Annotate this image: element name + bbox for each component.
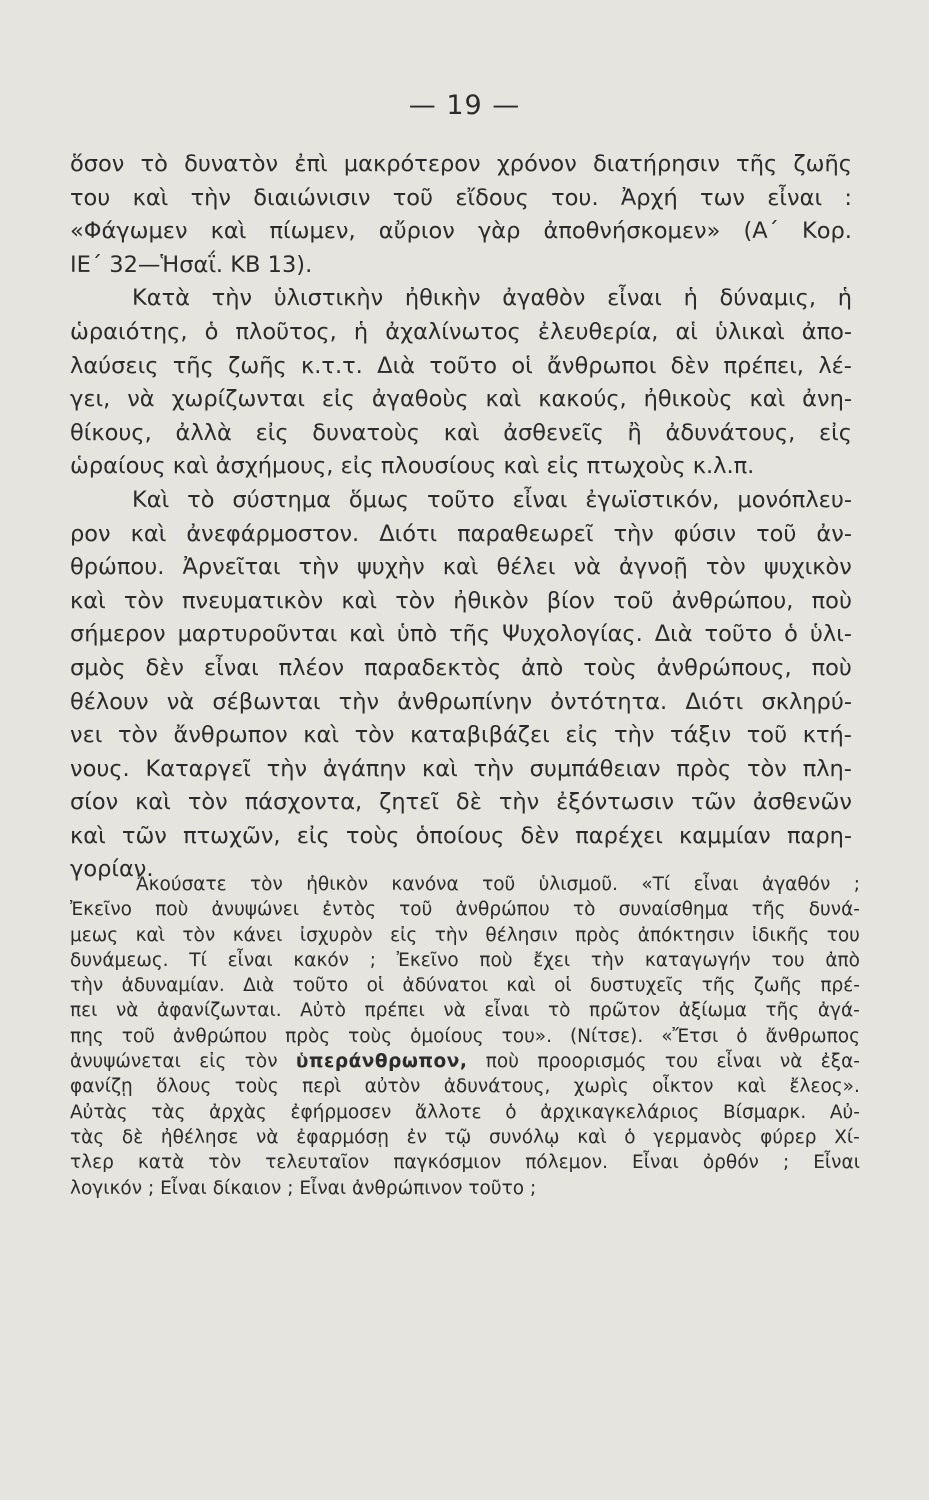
page-number: — 19 — — [408, 90, 521, 121]
note-line: Ἀκούσατε τὸν ἠθικὸν κανόνα τοῦ ὑλισμοῦ. «Τί εἶναι ἀγαθόν ; — [136, 874, 860, 895]
note-line: λογικόν ; Εἶναι δίκαιον ; Εἶναι ἀνθρώπινον τοῦτο ; — [70, 1177, 537, 1199]
text-line: Κατὰ τὴν ὑλιστικὴν ἠθικὴν ἀγαθὸν εἶναι ἡ δύναμις, ἡ — [132, 285, 852, 312]
text-line: ὡραίους καὶ ἀσχήμους, εἰς πλουσίους καὶ εἰς πτωχοὺς κ.λ.π. — [70, 453, 755, 480]
note-line: ἀνυψώνεται εἰς τὸν ὑπεράνθρωπον, ποὺ προορισμός του εἶναι νὰ ἐξα- — [70, 1051, 860, 1073]
note-line: μεως καὶ τὸν κάνει ἰσχυρὸν εἰς τὴν θέλησιν πρὸς ἀπόκτησιν ἰδικῆς του — [70, 924, 860, 946]
note-line: τλερ κατὰ τὸν τελευταῖον παγκόσμιον πόλεμον. Εἶναι ὀρθόν ; Εἶναι — [70, 1152, 860, 1174]
text-line: ὅσον τὸ δυνατὸν ἐπὶ μακρότερον χρόνον διατήρησιν τῆς ζωῆς — [70, 151, 852, 177]
text-line: λαύσεις τῆς ζωῆς κ.τ.τ. Διὰ τοῦτο οἱ ἄνθρωποι δὲν πρέπει, λέ- — [70, 352, 852, 379]
text-line: νει τὸν ἄνθρωπον καὶ τὸν καταβιβάζει εἰς τὴν τάξιν τοῦ κτή- — [70, 722, 852, 749]
note-line: Ἐκεῖνο ποὺ ἀνυψώνει ἐντὸς τοῦ ἀνθρώπου τὸ συναίσθημα τῆς δυνά- — [70, 899, 860, 921]
text-line: καὶ τῶν πτωχῶν, εἰς τοὺς ὁποίους δὲν παρέχει καμμίαν παρη- — [70, 822, 852, 849]
text-line: νους. Καταργεῖ τὴν ἀγάπην καὶ τὴν συμπάθειαν πρὸς τὸν πλη- — [70, 755, 852, 782]
text-line: σίον καὶ τὸν πάσχοντα, ζητεῖ δὲ τὴν ἐξόντωσιν τῶν ἀσθενῶν — [70, 789, 852, 816]
text-line: θρώπου. Ἀρνεῖται τὴν ψυχὴν καὶ θέλει νὰ ἀγνοῇ τὸν ψυχικὸν — [70, 554, 852, 581]
text-line: ΙΕ΄ 32—Ἡσαΐ. ΚΒ 13). — [70, 251, 313, 278]
text-line: σήμερον μαρτυροῦνται καὶ ὑπὸ τῆς Ψυχολογίας. Διὰ τοῦτο ὁ ὑλι- — [70, 621, 852, 648]
note-line: τὴν ἀδυναμίαν. Διὰ τοῦτο οἱ ἀδύνατοι καὶ οἱ δυστυχεῖς τῆς ζωῆς πρέ- — [70, 975, 860, 997]
text-line: καὶ τὸν πνευματικὸν καὶ τὸν ἠθικὸν βίον τοῦ ἀνθρώπου, ποὺ — [70, 587, 852, 614]
note-line: τὰς δὲ ἠθέλησε νὰ ἐφαρμόσῃ ἐν τῷ συνόλῳ καὶ ὁ γερμανὸς φύρερ Χί- — [70, 1126, 860, 1148]
note-text — [70, 872, 860, 1201]
note-line: πει νὰ ἀφανίζωνται. Αὐτὸ πρέπει νὰ εἶναι τὸ πρῶτον ἀξίωμα τῆς ἀγά- — [70, 1000, 860, 1022]
note-line: φανίζῃ ὅλους τοὺς περὶ αὐτὸν ἀδυνάτους, χωρὶς οἶκτον καὶ ἔλεος». — [70, 1076, 860, 1098]
main-text — [70, 148, 852, 887]
note-line: δυνάμεως. Τί εἶναι κακόν ; Ἐκεῖνο ποὺ ἔχει τὴν καταγωγήν του ἀπὸ — [70, 949, 860, 971]
text-line: του καὶ τὴν διαιώνισιν τοῦ εἴδους του. Ἀρχή των εἶναι : — [70, 184, 852, 211]
text-line: γορίαν. — [70, 856, 154, 883]
text-line: σμὸς δὲν εἶναι πλέον παραδεκτὸς ἀπὸ τοὺς ἀνθρώπους, ποὺ — [70, 654, 852, 681]
note-line: πης τοῦ ἀνθρώπου πρὸς τοὺς ὁμοίους του». (Νίτσε). «Ἔτσι ὁ ἄνθρωπος — [70, 1025, 860, 1047]
text-line: ὡραιότης, ὁ πλοῦτος, ἡ ἀχαλίνωτος ἐλευθερία, αἱ ὑλικαὶ ἀπο- — [70, 318, 852, 345]
text-line: θέλουν νὰ σέβωνται τὴν ἀνθρωπίνην ὀντότητα. Διότι σκληρύ- — [70, 688, 852, 715]
text-line: ρον καὶ ἀνεφάρμοστον. Διότι παραθεωρεῖ τὴν φύσιν τοῦ ἀν- — [70, 520, 852, 547]
text-line: θίκους, ἀλλὰ εἰς δυνατοὺς καὶ ἀσθενεῖς ἢ ἀδυνάτους, εἰς — [70, 419, 852, 446]
text-line: Καὶ τὸ σύστημα ὅμως τοῦτο εἶναι ἐγωϊστικόν, μονόπλευ- — [132, 486, 852, 513]
text-line: γει, νὰ χωρίζωνται εἰς ἀγαθοὺς καὶ κακούς, ἠθικοὺς καὶ ἀνη- — [70, 386, 852, 413]
note-line: Αὐτὰς τὰς ἀρχὰς ἐφήρμοσεν ἄλλοτε ὁ ἀρχικαγκελάριος Βίσμαρκ. Αὐ- — [70, 1101, 860, 1123]
text-line: «Φάγωμεν καὶ πίωμεν, αὔριον γὰρ ἀποθνήσκομεν» (Α΄ Κορ. — [70, 218, 852, 245]
